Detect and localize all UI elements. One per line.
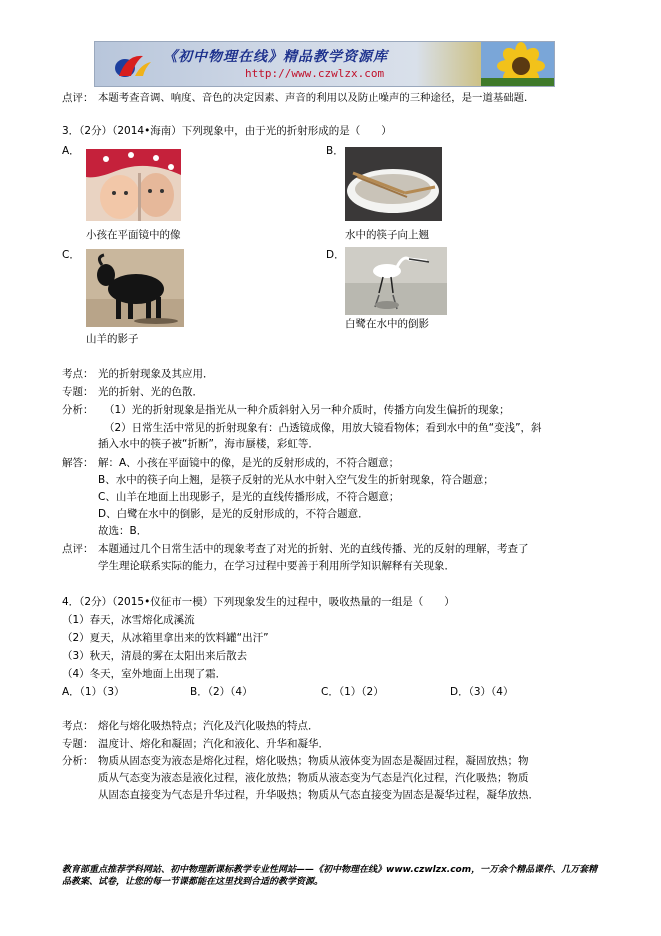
q3-jieda-line: C、山羊在地面上出现影子，是光的直线传播形成，不符合题意； bbox=[98, 491, 400, 503]
q4-option-d: D．（3）（4） bbox=[450, 686, 514, 698]
q3-jieda-line: B、水中的筷子向上翘，是筷子反射的光从水中射入空气发生的折射现象，符合题意； bbox=[98, 474, 494, 486]
page-footer: 教育部重点推荐学科网站、初中物理新课标教学专业性网站——《初中物理在线》www.czwlzx.com，一万余个精品课件、几万套精品教案、试卷，让您的每一节课都能在这里找到合适的教学资源。 bbox=[62, 865, 598, 887]
q3-dianping-line: 本题通过几个日常生活中的现象考查了对光的折射、光的直线传播、光的反射的理解，考查了 bbox=[98, 543, 529, 555]
sunflower-image bbox=[481, 42, 554, 86]
q4-item: （1）春天，冰雪熔化成溪流 bbox=[62, 614, 195, 626]
q3-zhuanti: 光的折射、光的色散． bbox=[98, 386, 203, 398]
q3-fenxi-line: 插入水中的筷子被“折断”，海市蜃楼，彩虹等． bbox=[98, 438, 319, 450]
q4-option-b: B．（2）（4） bbox=[190, 686, 253, 698]
q3-kaodian-label: 考点： bbox=[62, 368, 94, 380]
q3-dianping-label: 点评： bbox=[62, 543, 94, 555]
q3-jieda-label: 解答： bbox=[62, 457, 94, 469]
q3-jieda-line: 故选：B． bbox=[98, 525, 148, 537]
q3-option-a-letter: A． bbox=[62, 145, 80, 157]
banner-url: http://www.czwlzx.com bbox=[245, 67, 385, 80]
q4-item: （4）冬天，室外地面上出现了霜． bbox=[62, 668, 227, 680]
header-banner bbox=[94, 41, 555, 87]
q4-kaodian: 熔化与熔化吸热特点；汽化及汽化吸热的特点． bbox=[98, 720, 319, 732]
q3-fenxi-line: （1）光的折射现象是指光从一种介质斜射入另一种介质时，传播方向发生偏折的现象； bbox=[104, 404, 510, 416]
q4-item: （2）夏天，从冰箱里拿出来的饮料罐“出汗” bbox=[62, 632, 269, 644]
q3-option-d-letter: D． bbox=[326, 249, 345, 261]
q4-kaodian-label: 考点： bbox=[62, 720, 94, 732]
q3-option-b-letter: B． bbox=[326, 145, 344, 157]
chopsticks-bowl-photo bbox=[345, 147, 442, 221]
q3-option-b-caption: 水中的筷子向上翘 bbox=[345, 229, 429, 241]
goat-photo bbox=[86, 249, 184, 327]
q4-zhuanti-label: 专题： bbox=[62, 738, 94, 750]
q4-option-a: A．（1）（3） bbox=[62, 686, 125, 698]
q4-fenxi-line: 质从气态变为液态是液化过程，液化放热；物质从液态变为气态是汽化过程，汽化吸热；物质 bbox=[98, 772, 529, 784]
egret-photo bbox=[345, 247, 447, 315]
q2-comment-label: 点评： bbox=[62, 92, 94, 104]
q4-fenxi-line: 物质从固态变为液态是熔化过程，熔化吸热；物质从液体变为固态是凝固过程，凝固放热；物 bbox=[98, 755, 529, 767]
q3-kaodian: 光的折射现象及其应用． bbox=[98, 368, 214, 380]
q4-item: （3）秋天，清晨的雾在太阳出来后散去 bbox=[62, 650, 248, 662]
q3-dianping-line: 学生理论联系实际的能力，在学习过程中要善于利用所学知识解释有关现象． bbox=[98, 560, 455, 572]
q3-zhuanti-label: 专题： bbox=[62, 386, 94, 398]
q4-stem: 4．（2分）（2015•仪征市一模）下列现象发生的过程中，吸收热量的一组是（ ） bbox=[62, 596, 455, 608]
q3-stem: 3．（2分）（2014•海南）下列现象中，由于光的折射形成的是（ ） bbox=[62, 125, 392, 137]
q3-jieda-line: D、白鹭在水中的倒影，是光的反射形成的，不符合题意． bbox=[98, 508, 369, 520]
q4-fenxi-label: 分析： bbox=[62, 755, 94, 767]
banner-title: 《初中物理在线》精品教学资源库 bbox=[163, 49, 388, 65]
site-logo-icon bbox=[113, 50, 153, 80]
q2-comment-text: 本题考查音调、响度、音色的决定因素、声音的利用以及防止噪声的三种途径，是一道基础题． bbox=[98, 92, 535, 104]
q4-fenxi-line: 从固态直接变为气态是升华过程，升华吸热；物质从气态直接变为固态是凝华过程，凝华放热． bbox=[98, 789, 539, 801]
q4-zhuanti: 温度计、熔化和凝固；汽化和液化、升华和凝华． bbox=[98, 738, 329, 750]
q3-option-a-caption: 小孩在平面镜中的像 bbox=[86, 229, 181, 241]
q3-fenxi-label: 分析： bbox=[62, 404, 94, 416]
child-mirror-photo bbox=[86, 149, 181, 221]
q3-fenxi-line: （2）日常生活中常见的折射现象有：凸透镜成像，用放大镜看物体；看到水中的鱼“变浅”，斜 bbox=[104, 422, 542, 434]
q4-option-c: C．（1）（2） bbox=[321, 686, 384, 698]
q3-option-c-letter: C． bbox=[62, 249, 80, 261]
q3-jieda-line: 解：A、小孩在平面镜中的像，是光的反射形成的，不符合题意； bbox=[98, 457, 400, 469]
q3-option-d-caption: 白鹭在水中的倒影 bbox=[345, 318, 429, 330]
q3-option-c-caption: 山羊的影子 bbox=[86, 333, 139, 345]
